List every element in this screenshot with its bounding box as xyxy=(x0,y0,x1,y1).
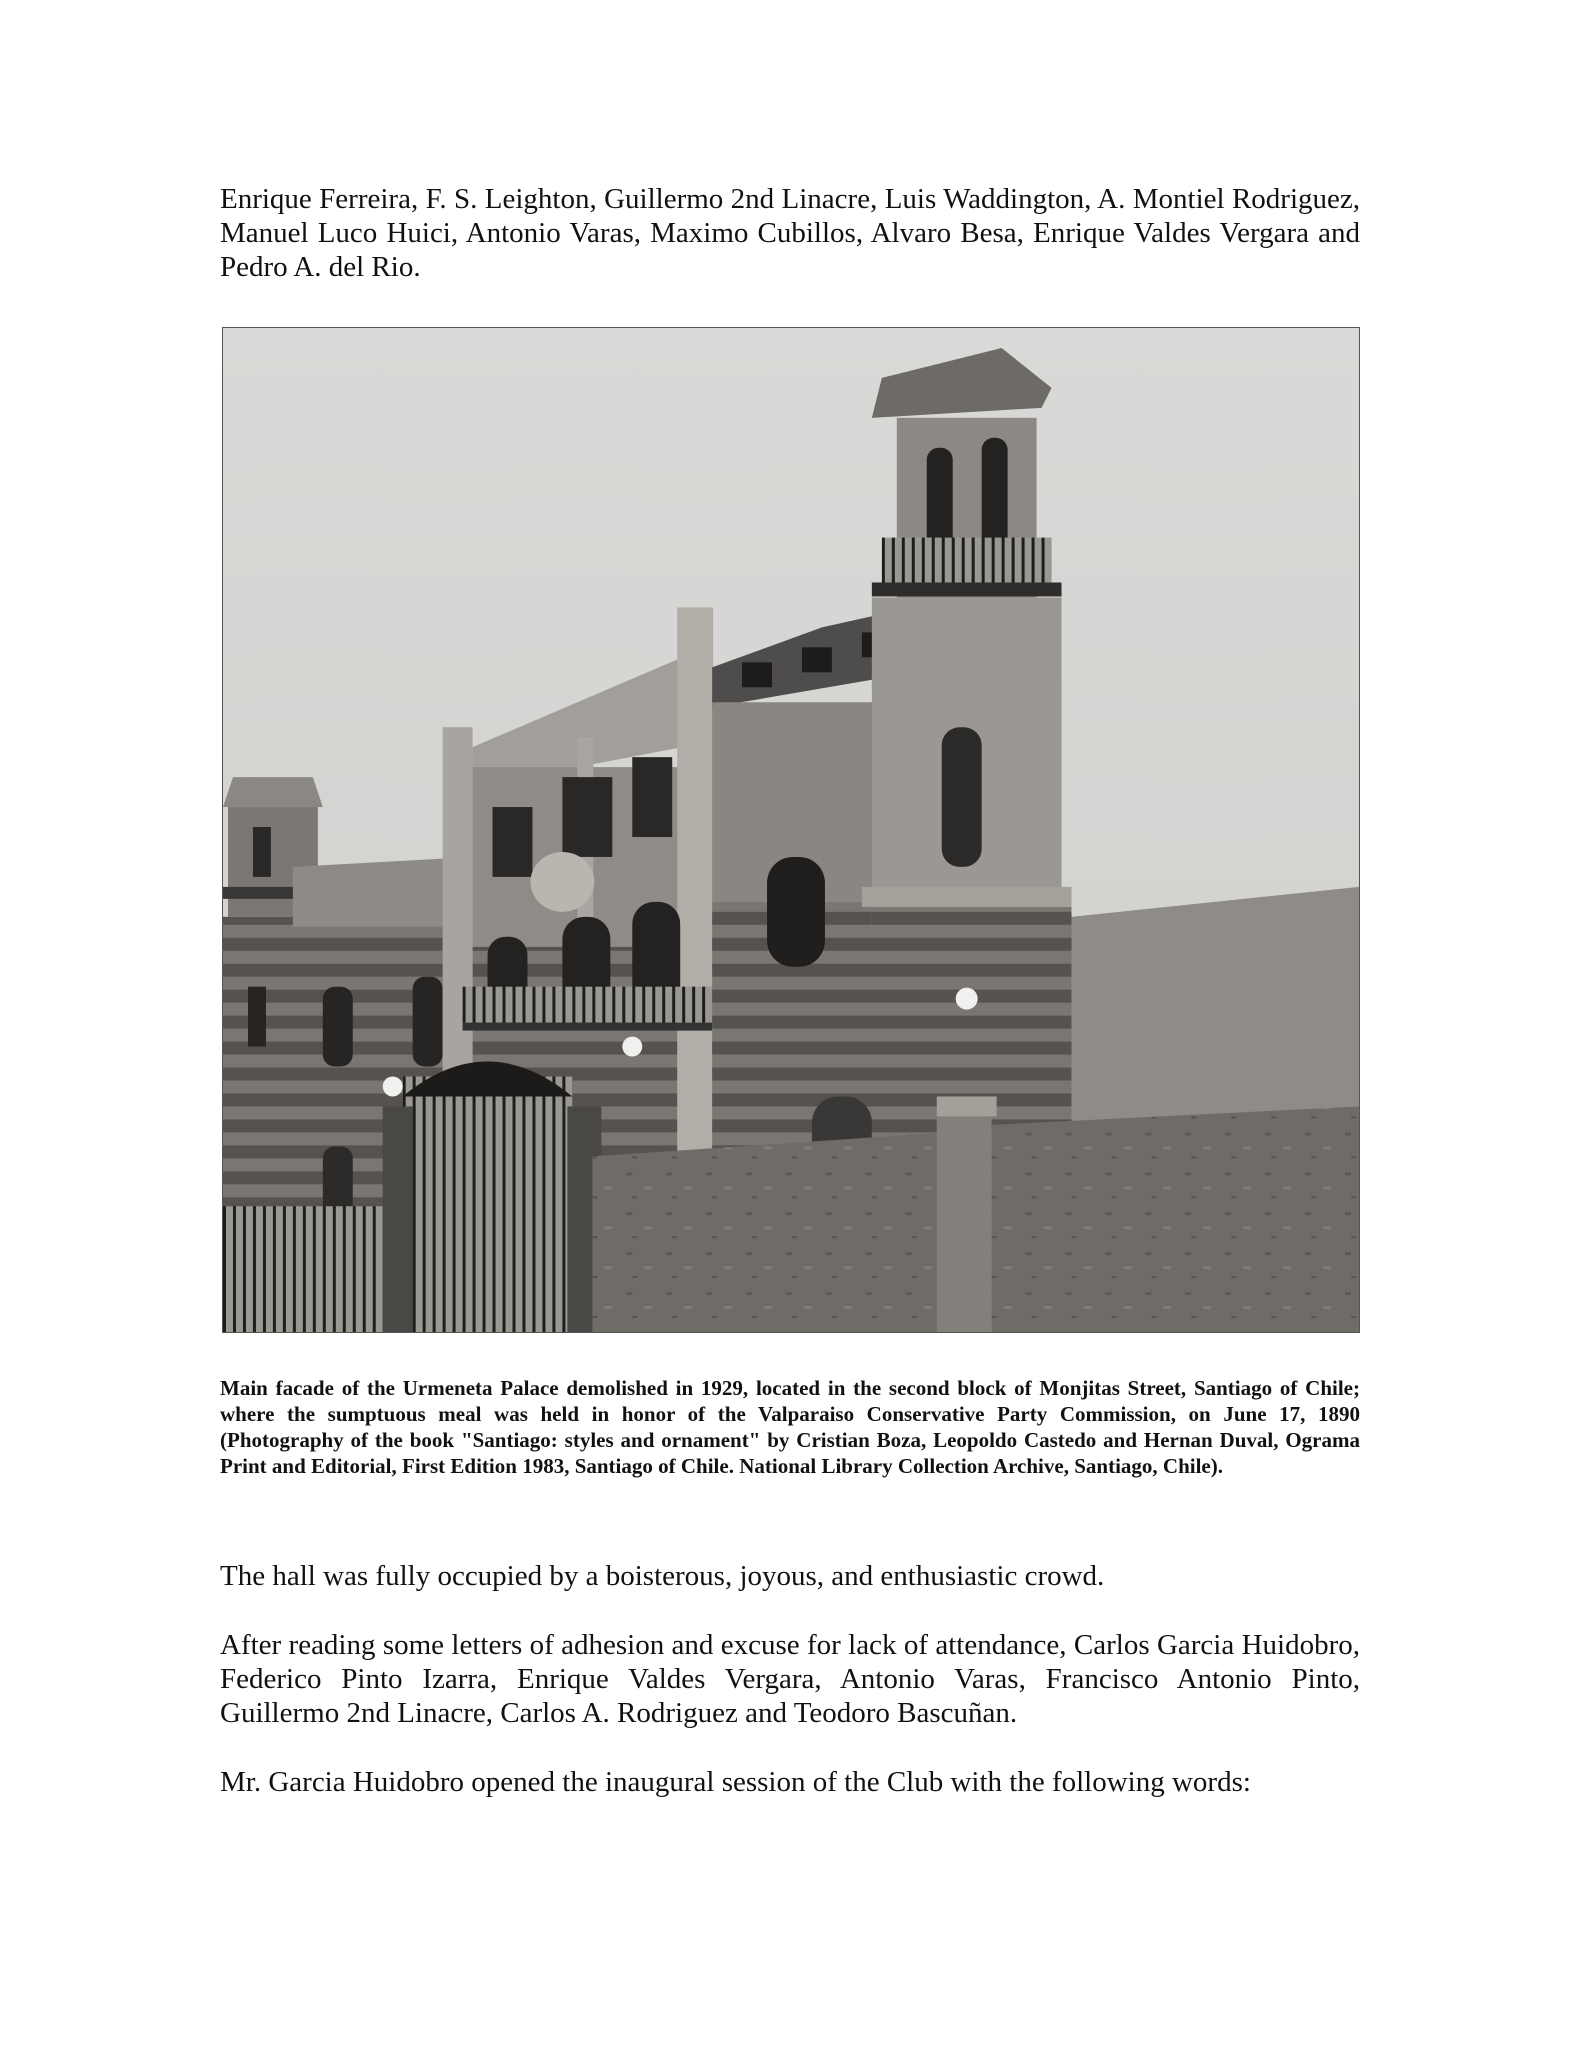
photo-caption: Main facade of the Urmeneta Palace demolished in 1929, located in the second block of Monjitas Street, Santiago of Chile; where the sumptuous meal was held in honor of the Valparaiso Conservative Party Commission, on June 17, 1890 (Photography of the book "Santiago: styles and ornament" by Cristian Boza, Leopoldo Castedo and Hernan Duval, Ograma Print and Editorial, First Edition 1983, Santiago of Chile. National Library Collection Archive, Santiago, Chile). xyxy=(220,1376,1360,1478)
intro-paragraph: Enrique Ferreira, F. S. Leighton, Guillermo 2nd Linacre, Luis Waddington, A. Montiel Rodriguez, Manuel Luco Huici, Antonio Varas, Maximo Cubillos, Alvaro Besa, Enrique Valdes Vergara and Pedro A. del Rio. xyxy=(220,183,1360,283)
hall-paragraph: The hall was fully occupied by a boisterous, joyous, and enthusiastic crowd. xyxy=(220,1560,1105,1592)
urmeneta-palace-photo xyxy=(222,327,1360,1333)
opening-paragraph: Mr. Garcia Huidobro opened the inaugural session of the Club with the following words: xyxy=(220,1766,1251,1798)
letters-paragraph: After reading some letters of adhesion and excuse for lack of attendance, Carlos Garcia Huidobro, Federico Pinto Izarra, Enrique Valdes Vergara, Antonio Varas, Francisco Antonio Pinto, Guillermo 2nd Linacre, Carlos A. Rodriguez and Teodoro Bascuñan. xyxy=(220,1629,1360,1729)
